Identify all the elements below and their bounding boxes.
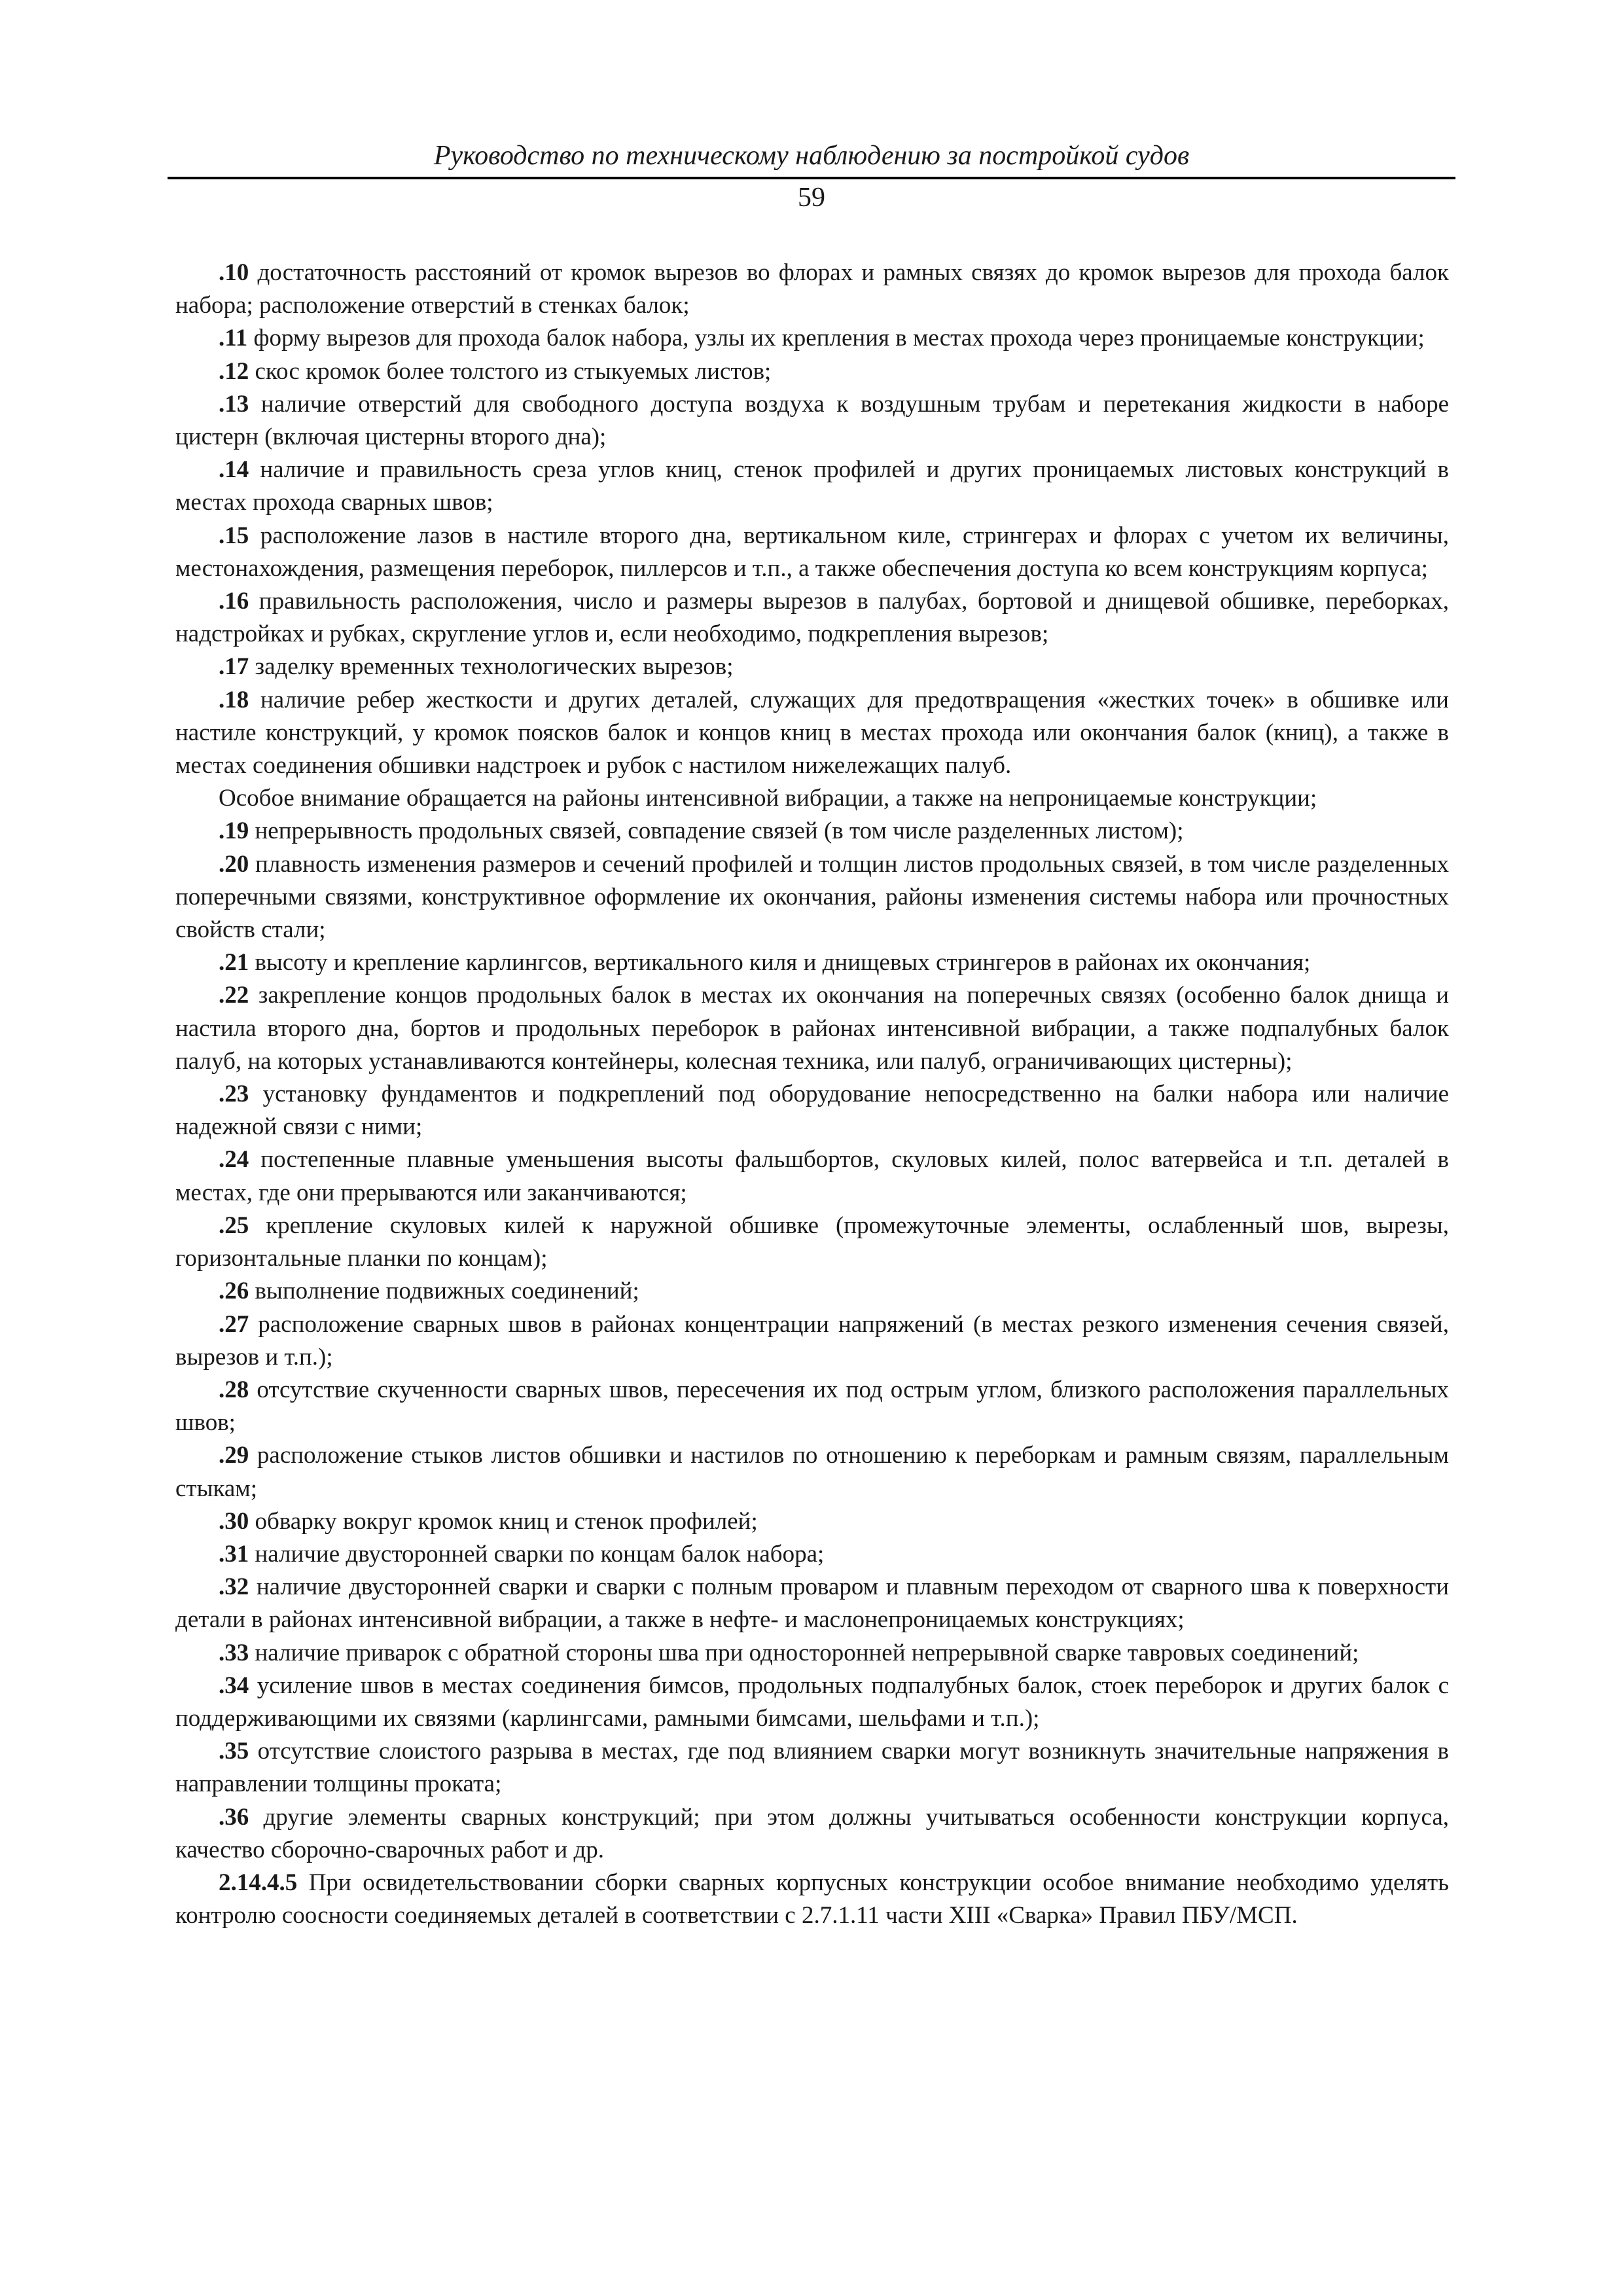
item-text: крепление скуловых килей к наружной обшивке (промежуточные элементы, ослабленный шов, вырезы, горизонтальные планки по концам); [175,1211,1449,1272]
note-paragraph [175,782,1449,815]
item-text: закрепление концов продольных балок в местах их окончания на поперечных связях (особенно балок днища и настила второго дна, бортов и продольных переборок в районах интенсивной вибрации, а также подпалубных балок палуб, на которых устанавливаются контейнеры, колесная техника, или палуб, ограничивающих цистерны); [175,982,1449,1075]
section-text: При освидетельствовании сборки сварных корпусных конструкции особое внимание необходимо уделять контролю соосности соединяемых деталей в соответствии с 2.7.1.11 части XIII «Сварка» Правил ПБУ/МСП. [175,1869,1449,1929]
item-text: установку фундаментов и подкреплений под оборудование непосредственно на балки набора или наличие надежной связи с ними; [175,1081,1449,1141]
item-text: Особое внимание обращается на районы интенсивной вибрации, а также на непроницаемые конструкции; [219,785,1317,812]
item-text: расположение сварных швов в районах концентрации напряжений (в местах резкого изменения сечения связей, вырезов и т.п.); [175,1310,1449,1371]
item-number: .24 [219,1146,249,1174]
item-text: наличие и правильность среза углов книц, стенок профилей и других проницаемых листовых конструкций в местах прохода сварных швов; [175,456,1449,516]
list-item [175,1374,1449,1439]
item-text: отсутствие скученности сварных швов, пересечения их под острым углом, близкого расположения параллельных швов; [175,1376,1449,1437]
list-item [175,651,1449,683]
list-item [175,1143,1449,1209]
list-item [175,1505,1449,1538]
item-text: расположение стыков листов обшивки и настилов по отношению к переборкам и рамным связям, параллельным стыкам; [175,1442,1449,1502]
item-number: .22 [219,982,249,1009]
item-text: наличие двусторонней сварки по концам балок набора; [249,1540,825,1568]
list-item [175,355,1449,388]
item-text: обварку вокруг кромок книц и стенок профилей; [249,1507,758,1535]
list-item [175,1571,1449,1636]
list-item [175,1078,1449,1143]
list-item [175,684,1449,783]
item-text: правильность расположения, число и размеры вырезов в палубах, бортовой и днищевой обшивке, переборках, надстройках и рубках, скругление углов и, если необходимо, подкрепления вырезов; [175,588,1449,648]
list-item [175,520,1449,585]
item-number: .13 [219,390,249,418]
list-item [175,388,1449,454]
item-text: наличие отверстий для свободного доступа воздуха к воздушным трубам и перетекания жидкости в наборе цистерн (включая цистерны второго дна); [175,390,1449,451]
item-number: .20 [219,850,249,878]
item-number: .16 [219,588,249,615]
list-item [175,979,1449,1078]
list-item [175,1735,1449,1801]
list-item [175,322,1449,355]
item-number: .14 [219,456,249,484]
list-item [175,1210,1449,1275]
item-number: .28 [219,1376,249,1403]
item-text: достаточность расстояний от кромок вырезов во флорах и рамных связях до кромок вырезов для прохода балок набора; расположение отверстий в стенках балок; [175,259,1449,319]
item-number: .25 [219,1211,249,1239]
running-header-title: Руководство по техническому наблюдению за постройкой судов [433,141,1190,171]
item-text: наличие ребер жесткости и других деталей, служащих для предотвращения «жестких точек» в обшивке или настиле конструкций, у кромок поясков балок и концов книц в местах прохода или окончания балок (книц), а также в местах соединения обшивки надстроек и рубок с настилом нижележащих палуб. [175,686,1449,780]
item-number: .36 [219,1803,249,1831]
item-number: .31 [219,1540,249,1568]
item-number: .15 [219,522,249,549]
item-number: .32 [219,1573,249,1601]
list-item [175,1308,1449,1374]
item-number: .33 [219,1639,249,1666]
section-number: 2.14.4.5 [219,1869,298,1896]
item-number: .21 [219,949,249,977]
list-item [175,1538,1449,1571]
list-item [175,257,1449,322]
item-number: .34 [219,1672,249,1699]
item-number: .12 [219,357,249,385]
item-text: наличие приварок с обратной стороны шва при односторонней непрерывной сварке тавровых соединений; [249,1639,1359,1666]
item-number: .27 [219,1310,249,1338]
list-item [175,1801,1449,1867]
header-divider [168,177,1455,179]
list-item [175,454,1449,519]
page-number: 59 [798,183,825,213]
list-item [175,1275,1449,1308]
item-text: наличие двусторонней сварки и сварки с полным проваром и плавным переходом от сварного шва к поверхности детали в районах интенсивной вибрации, а также в нефте- и маслонепроницаемых конструкциях; [175,1573,1449,1634]
item-text: усиление швов в местах соединения бимсов, продольных подпалубных балок, стоек переборок и других балок с поддерживающими их связями (карлингсами, рамными бимсами, шельфами и т.п.); [175,1672,1449,1732]
section-paragraph [175,1867,1449,1932]
item-text: заделку временных технологических вырезов; [249,653,734,681]
list-item [175,1439,1449,1505]
item-text: выполнение подвижных соединений; [249,1278,639,1305]
body-text [175,257,1449,1932]
list-item [175,1670,1449,1735]
item-number: .11 [219,325,248,352]
item-number: .30 [219,1507,249,1535]
item-text: скос кромок более толстого из стыкуемых листов; [249,357,772,385]
item-number: .18 [219,686,249,713]
item-number: .17 [219,653,249,681]
item-text: отсутствие слоистого разрыва в местах, где под влиянием сварки могут возникнуть значительные напряжения в направлении толщины проката; [175,1738,1449,1798]
item-text: высоту и крепление карлингсов, вертикального киля и днищевых стрингеров в районах их окончания; [249,949,1311,977]
item-number: .26 [219,1278,249,1305]
item-text: непрерывность продольных связей, совпадение связей (в том числе разделенных листом); [249,817,1184,845]
item-number: .35 [219,1738,249,1765]
item-number: .19 [219,817,249,845]
list-item [175,946,1449,979]
item-text: плавность изменения размеров и сечений профилей и толщин листов продольных связей, в том числе разделенных поперечными связями, конструктивное оформление их окончания, районы изменения системы набора или прочностных свойств стали; [175,850,1449,944]
item-number: .23 [219,1081,249,1108]
list-item [175,1637,1449,1670]
item-text: постепенные плавные уменьшения высоты фальшбортов, скуловых килей, полос ватервейса и т.п. деталей в местах, где они прерываются или заканчиваются; [175,1146,1449,1206]
item-text: форму вырезов для прохода балок набора, узлы их крепления в местах прохода через проницаемые конструкции; [247,325,1425,352]
list-item [175,848,1449,947]
item-text: другие элементы сварных конструкций; при этом должны учитываться особенности конструкции корпуса, качество сборочно-сварочных работ и др. [175,1803,1449,1863]
item-text: расположение лазов в настиле второго дна, вертикальном киле, стрингерах и флорах с учетом их величины, местонахождения, размещения переборок, пиллерсов и т.п., а также обеспечения доступа ко всем конструкциям корпуса; [175,522,1449,582]
list-item [175,815,1449,848]
list-item [175,585,1449,651]
item-number: .10 [219,259,249,286]
item-number: .29 [219,1442,249,1469]
